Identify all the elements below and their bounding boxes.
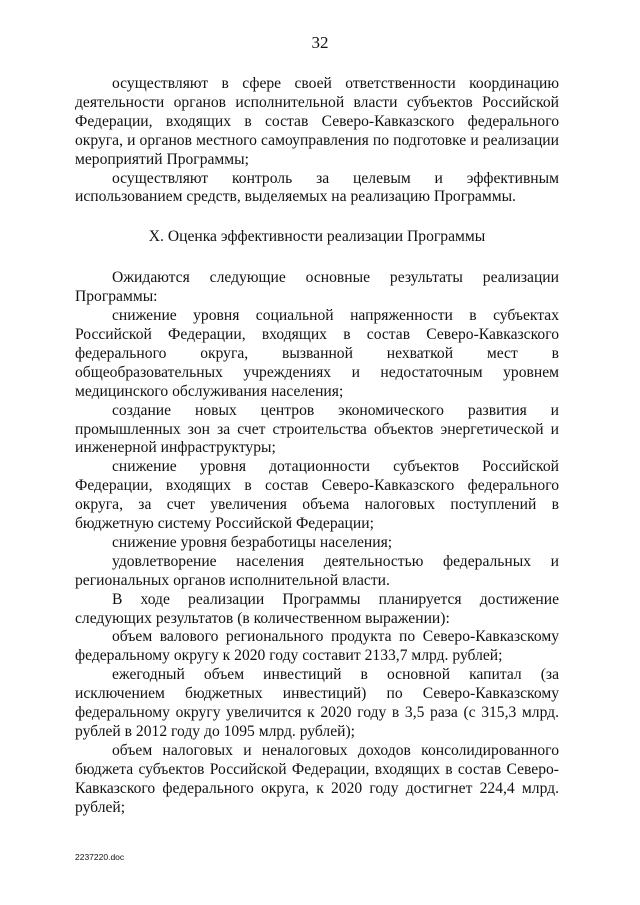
paragraph: снижение уровня дотационности субъектов Российской Федерации, входящих в состав Северо-Кавказского федерального округа, за счет увеличения объема налоговых поступлений в бюджетную систему Российской Федерации; — [75, 458, 559, 533]
paragraph: объем валового регионального продукта по Северо-Кавказскому федеральному округу к 2020 году составит 2133,7 млрд. рублей; — [75, 628, 559, 665]
paragraph: Ожидаются следующие основные результаты реализации Программы: — [75, 269, 559, 306]
paragraph: удовлетворение населения деятельностью федеральных и региональных органов исполнительной власти. — [75, 552, 559, 589]
page-number: 32 — [311, 33, 329, 52]
paragraph: осуществляют контроль за целевым и эффективным использованием средств, выделяемых на реализацию Программы. — [75, 169, 559, 206]
paragraph: В ходе реализации Программы планируется достижение следующих результатов (в количественном выражении): — [75, 590, 559, 627]
paragraph: снижение уровня безработицы населения; — [112, 533, 393, 551]
section-heading: X. Оценка эффективности реализации Программы — [148, 228, 486, 246]
paragraph: ежегодный объем инвестиций в основной капитал (за исключением бюджетных инвестиций) по Северо-Кавказскому федеральному округу увеличится к 2020 году в 3,5 раза (с 315,3 млрд. рублей в 2012 году до 1095 млрд. рублей); — [75, 666, 559, 740]
paragraph: создание новых центров экономического развития и промышленных зон за счет строительства объектов энергетической и инженерной инфраструктуры; — [75, 401, 559, 457]
document-body — [75, 75, 559, 818]
footer-file-code: 2237220.doc — [75, 852, 125, 862]
paragraph: снижение уровня социальной напряженности в субъектах Российской Федерации, входящих в состав Северо-Кавказского федерального округа, вызванной нехваткой мест в общеобразовательных учреждениях и недостаточным уровнем медицинского обслуживания населения; — [75, 307, 559, 400]
paragraph: осуществляют в сфере своей ответственности координацию деятельности органов исполнительной власти субъектов Российской Федерации, входящих в состав Северо-Кавказского федерального округа, и органов местного самоуправления по подготовке и реализации мероприятий Программы; — [75, 75, 559, 168]
paragraph: объем налоговых и неналоговых доходов консолидированного бюджета субъектов Российской Федерации, входящих в состав Северо-Кавказского федерального округа, к 2020 году достигнет 224,4 млрд. рублей; — [75, 741, 559, 816]
